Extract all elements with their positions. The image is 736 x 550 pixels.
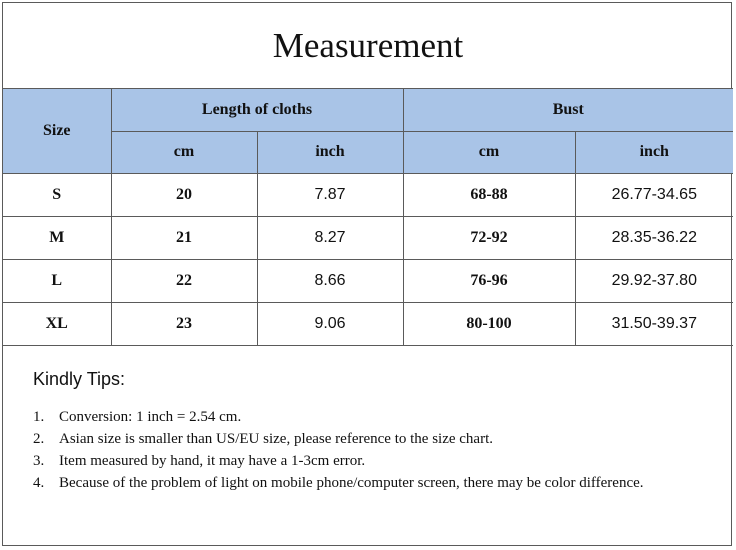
tip-number: 2. bbox=[33, 431, 45, 447]
header-row-units bbox=[3, 131, 733, 173]
table-row bbox=[3, 173, 733, 216]
table-row bbox=[3, 302, 733, 345]
bust-cm-cell: 72-92 bbox=[403, 216, 575, 259]
length-cm-header: cm bbox=[111, 131, 257, 173]
tip-text: Asian size is smaller than US/EU size, please reference to the size chart. bbox=[59, 431, 493, 447]
list-item bbox=[33, 472, 723, 494]
length-cm-cell: 23 bbox=[111, 302, 257, 345]
size-cell: L bbox=[3, 259, 111, 302]
length-cm-cell: 20 bbox=[111, 173, 257, 216]
size-header: Size bbox=[3, 89, 111, 173]
bust-inch-cell: 26.77-34.65 bbox=[575, 173, 733, 216]
length-cm-cell: 21 bbox=[111, 216, 257, 259]
size-cell: M bbox=[3, 216, 111, 259]
table-row bbox=[3, 259, 733, 302]
table-row bbox=[3, 216, 733, 259]
bust-cm-cell: 80-100 bbox=[403, 302, 575, 345]
size-chart bbox=[2, 2, 732, 546]
size-table bbox=[3, 89, 733, 346]
length-group-header: Length of cloths bbox=[111, 89, 403, 131]
page-title: Measurement bbox=[3, 3, 733, 89]
tip-number: 4. bbox=[33, 475, 45, 491]
bust-inch-header: inch bbox=[575, 131, 733, 173]
header-row-groups bbox=[3, 89, 733, 131]
length-inch-cell: 8.27 bbox=[257, 216, 403, 259]
length-cm-cell: 22 bbox=[111, 259, 257, 302]
tip-text: Because of the problem of light on mobile phone/computer screen, there may be color difference. bbox=[59, 475, 644, 491]
bust-inch-cell: 28.35-36.22 bbox=[575, 216, 733, 259]
size-cell: S bbox=[3, 173, 111, 216]
length-inch-cell: 9.06 bbox=[257, 302, 403, 345]
bust-group-header: Bust bbox=[403, 89, 733, 131]
length-inch-header: inch bbox=[257, 131, 403, 173]
list-item bbox=[33, 406, 723, 428]
tip-number: 3. bbox=[33, 453, 45, 469]
tips-section bbox=[33, 369, 723, 494]
tip-number: 1. bbox=[33, 409, 45, 425]
bust-cm-cell: 68-88 bbox=[403, 173, 575, 216]
tips-list bbox=[33, 406, 723, 494]
tips-title: Kindly Tips: bbox=[33, 369, 126, 389]
bust-inch-cell: 31.50-39.37 bbox=[575, 302, 733, 345]
length-inch-cell: 8.66 bbox=[257, 259, 403, 302]
list-item bbox=[33, 450, 723, 472]
list-item bbox=[33, 428, 723, 450]
tip-text: Item measured by hand, it may have a 1-3cm error. bbox=[59, 453, 366, 469]
bust-inch-cell: 29.92-37.80 bbox=[575, 259, 733, 302]
bust-cm-header: cm bbox=[403, 131, 575, 173]
size-cell: XL bbox=[3, 302, 111, 345]
length-inch-cell: 7.87 bbox=[257, 173, 403, 216]
bust-cm-cell: 76-96 bbox=[403, 259, 575, 302]
tip-text: Conversion: 1 inch = 2.54 cm. bbox=[59, 409, 242, 425]
